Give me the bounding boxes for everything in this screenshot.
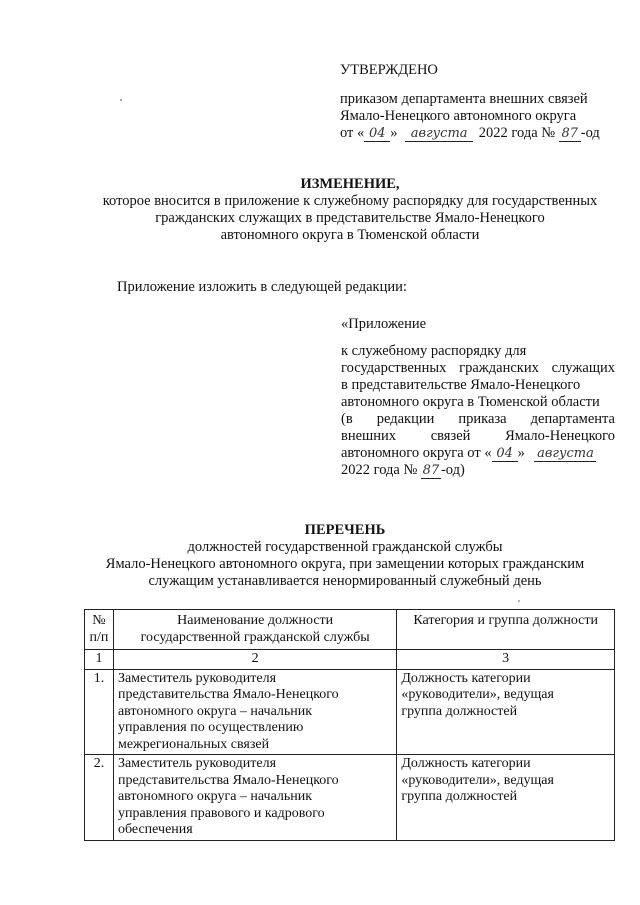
- handwritten-day: 04: [364, 127, 390, 142]
- appendix-number-line: [341, 462, 615, 479]
- scan-speck: [518, 600, 520, 602]
- appendix-quote-close: »: [517, 445, 525, 461]
- approval-line-2: Ямало-Ненецкого автономного округа: [340, 108, 577, 124]
- amendment-line-1: которое вносится в приложение к служебному распорядку для государственных: [102, 193, 598, 209]
- cell-line: управления правового и кадрового: [117, 805, 325, 821]
- handwritten-month: августа: [534, 447, 596, 462]
- header-num-line: п/п: [89, 629, 109, 645]
- handwritten-day: 04: [492, 447, 518, 462]
- appendix-line: внешних связей Ямало-Ненецкого: [341, 428, 615, 444]
- table-index-row: [85, 650, 615, 670]
- index-cell: 2: [113, 650, 396, 670]
- handwritten-month: августа: [405, 127, 473, 142]
- list-line-2: Ямало-Ненецкого автономного округа, при замещении которых гражданским: [105, 556, 585, 572]
- index-cell: 3: [397, 650, 615, 670]
- row-category: [397, 669, 615, 755]
- header-category: Категория и группа должности: [397, 610, 615, 650]
- appendix-date-line: [341, 445, 615, 462]
- cell-line: межрегиональных связей: [117, 736, 270, 752]
- approval-line-1: приказом департамента внешних связей: [340, 91, 588, 107]
- list-line-3: служащим устанавливается ненормированный служебный день: [148, 573, 542, 589]
- date-prefix: от «: [340, 125, 365, 141]
- cell-line: представительства Ямало-Ненецкого: [117, 772, 339, 788]
- appendix-line: автономного округа в Тюменской области: [341, 394, 600, 410]
- cell-line: автономного округа – начальник: [117, 703, 313, 719]
- table-row: [85, 755, 615, 841]
- list-title: ПЕРЕЧЕНЬ: [304, 522, 386, 538]
- amendment-line-2: гражданских служащих в представительстве Ямало-Ненецкого: [155, 210, 545, 226]
- appendix-line: государственных гражданских служащих: [341, 360, 615, 376]
- cell-line: Заместитель руководителя: [117, 756, 277, 771]
- list-line-1: должностей государственной гражданской службы: [187, 539, 503, 555]
- appendix-suffix: -од): [440, 462, 465, 478]
- cell-line: «руководители», ведущая: [401, 687, 554, 702]
- cell-line: группа должностей: [401, 789, 518, 804]
- cell-line: представительства Ямало-Ненецкого: [117, 687, 339, 702]
- appendix-line: к служебному распорядку для: [341, 343, 527, 359]
- cell-line: Заместитель руководителя: [117, 670, 277, 686]
- row-num: 2.: [85, 755, 114, 841]
- year-text: 2022 года №: [478, 125, 556, 141]
- header-name-line: Наименование должности: [177, 613, 334, 628]
- row-category: [397, 755, 615, 841]
- handwritten-number: 87: [422, 463, 440, 478]
- appendix-block: [341, 316, 615, 479]
- amendment-heading: [60, 176, 640, 244]
- handwritten-number: 87: [559, 127, 581, 142]
- table-header-row: [85, 610, 615, 650]
- cell-line: обеспечения: [117, 822, 193, 837]
- amendment-line-3: автономного округа в Тюменской области: [220, 227, 480, 243]
- cell-line: Должность категории: [401, 670, 531, 686]
- index-cell: 1: [85, 650, 114, 670]
- table-row: [85, 669, 615, 755]
- row-position-name: [113, 755, 396, 841]
- scan-speck: [120, 99, 122, 101]
- cell-line: управления по осуществлению: [117, 720, 304, 735]
- cell-line: Должность категории: [401, 756, 531, 771]
- appendix-title: «Приложение: [341, 316, 427, 332]
- amendment-title: ИЗМЕНЕНИЕ,: [300, 176, 400, 192]
- appendix-date-prefix: автономного округа от «: [341, 445, 492, 461]
- positions-table: [84, 609, 615, 841]
- approval-block: [340, 62, 630, 142]
- approval-date-line: [340, 125, 630, 142]
- appendix-year-text: 2022 года №: [341, 462, 418, 478]
- order-suffix: -од: [580, 125, 600, 141]
- date-quote-close: »: [390, 125, 398, 141]
- header-name-line: государственной гражданской службы: [140, 629, 370, 645]
- cell-line: «руководители», ведущая: [401, 772, 554, 788]
- instruction-text: Приложение изложить в следующей редакции:: [117, 279, 407, 295]
- header-num-line: №: [92, 613, 106, 628]
- cell-line: автономного округа – начальник: [117, 789, 313, 804]
- header-num: [85, 610, 114, 650]
- appendix-line: (в редакции приказа департамента: [341, 411, 615, 427]
- row-num: 1.: [85, 669, 114, 755]
- list-heading: [50, 522, 640, 590]
- appendix-line: в представительстве Ямало-Ненецкого: [341, 377, 581, 393]
- row-position-name: [113, 669, 396, 755]
- header-name: [113, 610, 396, 650]
- cell-line: группа должностей: [401, 703, 518, 719]
- approval-title: УТВЕРЖДЕНО: [340, 62, 438, 78]
